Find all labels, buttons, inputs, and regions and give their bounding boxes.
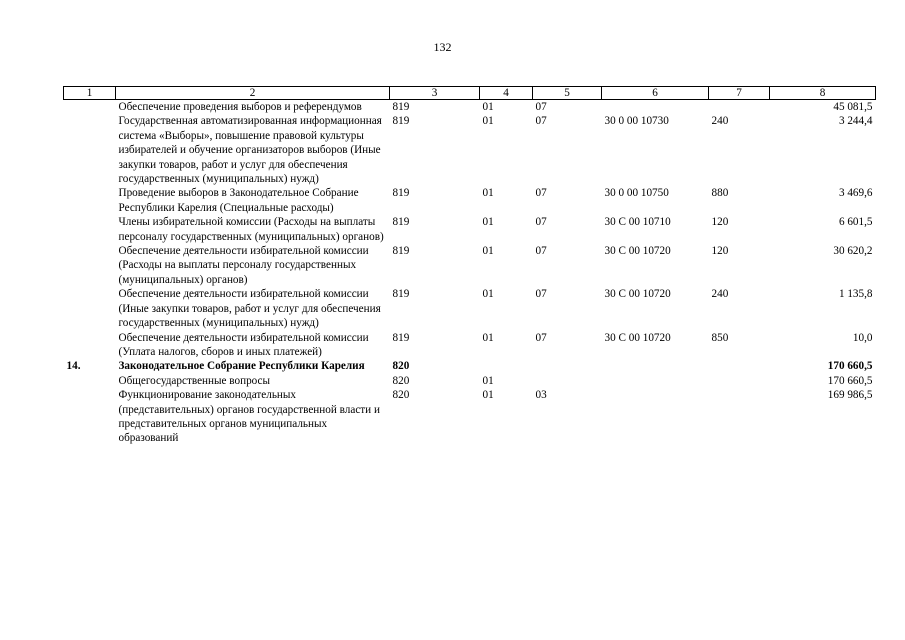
- row-target-article-cell: [602, 100, 709, 115]
- row-expense-type-cell: 240: [711, 288, 729, 301]
- row-name-cell: Обеспечение проведения выборов и референдумов: [118, 101, 362, 113]
- row-amount-cell: 170 660,5: [827, 360, 873, 373]
- row-subsection-cell: 07: [535, 331, 547, 344]
- table-header: [64, 87, 876, 100]
- header-cell: 5: [533, 87, 602, 100]
- row-section-cell: 01: [482, 245, 494, 258]
- row-index-cell: [64, 100, 116, 115]
- row-index-cell: [64, 374, 116, 388]
- row-index-cell: [64, 186, 116, 215]
- row-target-article-cell: 30 С 00 10710: [604, 216, 671, 229]
- row-expense-type-cell: [709, 100, 770, 115]
- row-admin-code-cell: 819: [392, 101, 410, 113]
- row-subsection-cell: [533, 359, 602, 373]
- row-expense-type-cell: 120: [711, 216, 729, 229]
- table-row: [64, 186, 876, 215]
- header-cell: 3: [390, 87, 480, 100]
- row-index-cell: [64, 215, 116, 244]
- row-amount-cell: 10,0: [852, 331, 873, 344]
- row-subsection-cell: 07: [535, 216, 547, 229]
- row-name-cell: Государственная автоматизированная информационная система «Выборы», повышение правовой культуры избирателей и обучение организаторов выборов (Иные закупки товаров, работ и услуг для обеспечения государственных (муниципальных) нужд): [118, 115, 382, 186]
- table-body: [64, 100, 876, 446]
- row-amount-cell: 170 660,5: [827, 374, 873, 387]
- row-target-article-cell: [602, 388, 709, 446]
- row-index-cell: [64, 244, 116, 287]
- header-cell: 8: [770, 87, 876, 100]
- row-target-article-cell: 30 0 00 10750: [604, 187, 669, 200]
- row-expense-type-cell: 240: [711, 115, 729, 128]
- row-amount-cell: 6 601,5: [838, 216, 873, 229]
- row-admin-code-cell: 819: [392, 245, 410, 258]
- header-cell: 1: [64, 87, 116, 100]
- row-index-cell: [64, 114, 116, 186]
- row-name-cell: Обеспечение деятельности избирательной комиссии (Уплата налогов, сборов и иных платежей): [118, 331, 369, 358]
- row-admin-code-cell: 819: [392, 331, 410, 344]
- page-number: 132: [433, 40, 452, 54]
- row-subsection-cell: 07: [535, 288, 547, 301]
- row-section-cell: 01: [482, 374, 494, 387]
- row-admin-code-cell: 819: [392, 115, 410, 128]
- table-row: [64, 331, 876, 360]
- header-cell: 6: [602, 87, 709, 100]
- row-admin-code-cell: 819: [392, 288, 410, 301]
- table-row: [64, 287, 876, 330]
- row-section-cell: 01: [482, 331, 494, 344]
- row-index-cell: [64, 287, 116, 330]
- row-name-cell: Функционирование законодательных (представительных) органов государственной власти и представительных органов муниципальных образований: [118, 389, 380, 445]
- row-target-article-cell: 30 0 00 10730: [604, 115, 669, 128]
- row-name-cell: Обеспечение деятельности избирательной комиссии (Иные закупки товаров, работ и услуг для обеспечения государственных (муниципальных) нужд): [118, 288, 381, 330]
- row-expense-type-cell: 880: [711, 187, 729, 200]
- row-subsection-cell: 07: [535, 115, 547, 128]
- row-expense-type-cell: [709, 359, 770, 373]
- row-subsection-cell: 03: [535, 389, 547, 402]
- row-name-cell: Обеспечение деятельности избирательной комиссии (Расходы на выплаты персоналу государственных (муниципальных) органов): [118, 245, 369, 286]
- row-subsection-cell: 07: [535, 101, 547, 113]
- row-subsection-cell: 07: [535, 187, 547, 200]
- row-subsection-cell: [533, 374, 602, 388]
- row-amount-cell: 45 081,5: [833, 101, 873, 113]
- row-admin-code-cell: 820: [392, 360, 410, 373]
- row-expense-type-cell: [709, 388, 770, 446]
- row-index-cell: 14.: [66, 360, 81, 373]
- row-expense-type-cell: 850: [711, 331, 729, 344]
- table-row: [64, 244, 876, 287]
- row-amount-cell: 30 620,2: [833, 245, 873, 258]
- table-row: [64, 114, 876, 186]
- row-admin-code-cell: 820: [392, 374, 410, 387]
- header-cell: 4: [480, 87, 533, 100]
- row-index-cell: [64, 388, 116, 446]
- budget-table: [63, 86, 876, 446]
- row-admin-code-cell: 819: [392, 216, 410, 229]
- row-subsection-cell: 07: [535, 245, 547, 258]
- row-section-cell: 01: [482, 288, 494, 301]
- row-expense-type-cell: [709, 374, 770, 388]
- header-row: [64, 87, 876, 100]
- row-index-cell: [64, 331, 116, 360]
- table-row: [64, 359, 876, 373]
- row-name-cell: Члены избирательной комиссии (Расходы на выплаты персоналу государственных (муниципальных) органов): [118, 216, 384, 243]
- table-row: [64, 100, 876, 115]
- row-section-cell: 01: [482, 187, 494, 200]
- row-section-cell: 01: [482, 101, 494, 113]
- row-name-cell: Общегосударственные вопросы: [118, 374, 271, 387]
- row-name-cell: Проведение выборов в Законодательное Собрание Республики Карелия (Специальные расходы): [118, 187, 359, 214]
- header-cell: 7: [709, 87, 770, 100]
- table-row: [64, 215, 876, 244]
- table-row: [64, 374, 876, 388]
- row-amount-cell: 169 986,5: [827, 389, 873, 402]
- row-section-cell: [480, 359, 533, 373]
- table-row: [64, 388, 876, 446]
- row-amount-cell: 3 469,6: [838, 187, 873, 200]
- row-section-cell: 01: [482, 115, 494, 128]
- row-section-cell: 01: [482, 389, 494, 402]
- row-admin-code-cell: 820: [392, 389, 410, 402]
- row-target-article-cell: [602, 374, 709, 388]
- row-amount-cell: 1 135,8: [838, 288, 873, 301]
- row-expense-type-cell: 120: [711, 245, 729, 258]
- row-target-article-cell: 30 С 00 10720: [604, 288, 671, 301]
- header-cell: 2: [116, 87, 390, 100]
- row-target-article-cell: 30 С 00 10720: [604, 245, 671, 258]
- row-name-cell: Законодательное Собрание Республики Карелия: [118, 360, 365, 373]
- row-admin-code-cell: 819: [392, 187, 410, 200]
- row-amount-cell: 3 244,4: [838, 115, 873, 128]
- row-target-article-cell: [602, 359, 709, 373]
- row-section-cell: 01: [482, 216, 494, 229]
- row-target-article-cell: 30 С 00 10720: [604, 331, 671, 344]
